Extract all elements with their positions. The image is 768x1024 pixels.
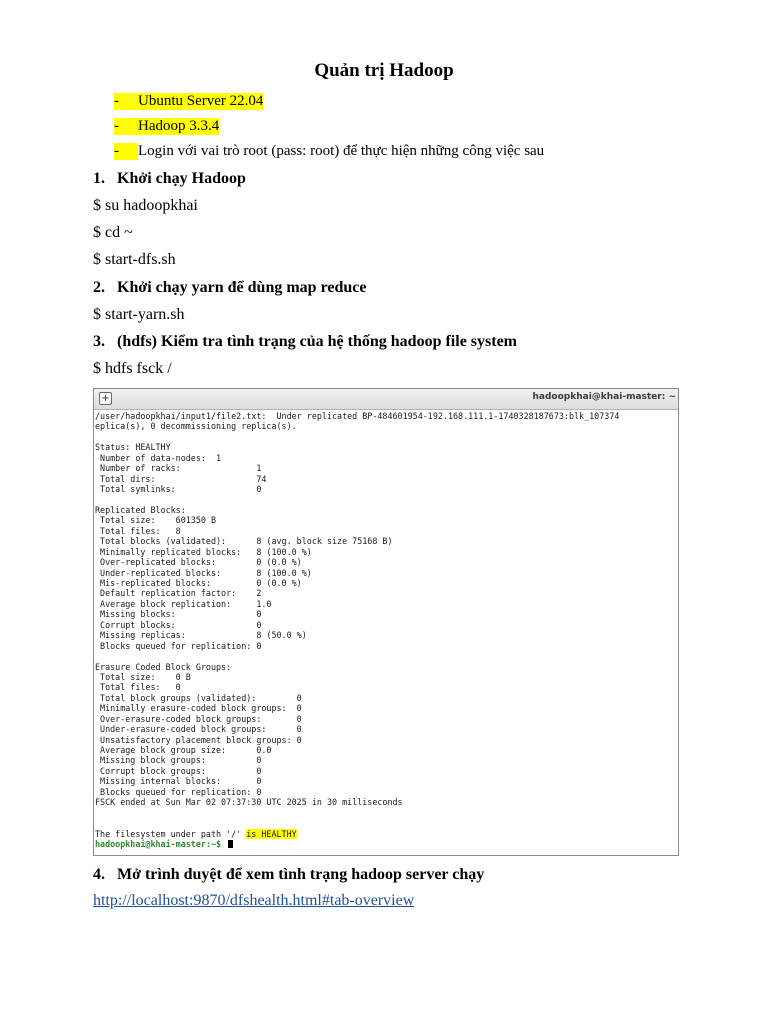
terminal-line: Total size: 0 B bbox=[95, 671, 191, 682]
section-heading bbox=[93, 866, 484, 884]
terminal-line: Under-replicated blocks: 8 (100.0 %) bbox=[95, 567, 312, 578]
terminal-line: Missing blocks: 0 bbox=[95, 609, 262, 620]
section-title: Khởi chạy yarn để dùng map reduce bbox=[117, 279, 367, 296]
section-title: (hdfs) Kiểm tra tình trạng của hệ thống hadoop file system bbox=[117, 333, 518, 350]
terminal-window-title: hadoopkhai@khai-master: ~ bbox=[532, 392, 676, 402]
terminal-line: Under-erasure-coded block groups: 0 bbox=[95, 724, 302, 735]
terminal-titlebar bbox=[94, 389, 678, 410]
terminal-line: eplica(s), 0 decommissioning replica(s). bbox=[95, 421, 297, 432]
terminal-line: Average block group size: 0.0 bbox=[95, 745, 272, 755]
cursor-icon bbox=[228, 840, 233, 848]
terminal-line: Total size: 601350 B bbox=[95, 515, 217, 526]
command-line: $ start-yarn.sh bbox=[93, 306, 185, 323]
terminal-line: Unsatisfactory placement block groups: 0 bbox=[95, 734, 302, 745]
terminal-line: Total files: 8 bbox=[95, 525, 181, 536]
bullet-text: Login với vai trò root (pass: root) để thực hiện những công việc sau bbox=[138, 143, 545, 159]
bullet-item bbox=[114, 118, 219, 135]
terminal-line: Missing replicas: 8 (50.0 %) bbox=[95, 630, 307, 641]
terminal-line: /user/hadoopkhai/input1/file2.txt: Under replicated BP-484601954-192.168.111.1-1740328187673:blk_107374 bbox=[95, 411, 620, 421]
section-number: 4. bbox=[93, 866, 105, 883]
terminal-line: Total dirs: 74 bbox=[95, 473, 267, 484]
terminal-line: Total blocks (validated): 8 (avg. block size 75168 B) bbox=[95, 536, 393, 547]
section-number: 2. bbox=[93, 279, 105, 296]
terminal-screenshot bbox=[93, 388, 679, 856]
section-number: 3. bbox=[93, 333, 105, 350]
section-number: 1. bbox=[93, 170, 105, 187]
terminal-line: Number of data-nodes: 1 bbox=[95, 452, 222, 463]
terminal-line bbox=[95, 651, 678, 661]
terminal-line: Missing internal blocks: 0 bbox=[95, 776, 262, 787]
command-line: $ su hadoopkhai bbox=[93, 197, 198, 214]
terminal-line bbox=[95, 808, 678, 818]
terminal-line: Corrupt block groups: 0 bbox=[95, 765, 262, 776]
shell-prompt: hadoopkhai@khai-master bbox=[95, 838, 206, 849]
dfshealth-link[interactable]: http://localhost:9870/dfshealth.html#tab-overview bbox=[93, 892, 415, 909]
shell-prompt-tail: :~$ bbox=[205, 838, 227, 849]
terminal-prompt-line[interactable] bbox=[95, 839, 678, 849]
terminal-line bbox=[95, 495, 678, 505]
terminal-line: Corrupt blocks: 0 bbox=[95, 619, 262, 630]
terminal-line: Total block groups (validated): 0 bbox=[95, 692, 302, 703]
page-title: Quản trị Hadoop bbox=[314, 60, 454, 81]
healthy-prefix: The filesystem under path '/' bbox=[95, 828, 247, 839]
terminal-line: Minimally erasure-coded block groups: 0 bbox=[95, 703, 302, 714]
section-title: Khởi chạy Hadoop bbox=[117, 170, 246, 187]
terminal-line: Mis-replicated blocks: 0 (0.0 %) bbox=[95, 578, 302, 588]
terminal-line: Minimally replicated blocks: 8 (100.0 %) bbox=[95, 546, 312, 557]
terminal-line: Missing block groups: 0 bbox=[95, 755, 262, 766]
terminal-healthy-line bbox=[95, 829, 678, 839]
terminal-line: Replicated Blocks: bbox=[95, 504, 186, 515]
terminal-line: Total symlinks: 0 bbox=[95, 484, 262, 495]
terminal-line: Over-replicated blocks: 0 (0.0 %) bbox=[95, 557, 302, 568]
command-line: $ hdfs fsck / bbox=[93, 360, 172, 377]
bullet-item bbox=[114, 143, 544, 160]
command-line: $ cd ~ bbox=[93, 224, 133, 241]
bullet-text: Hadoop 3.3.4 bbox=[138, 118, 220, 134]
terminal-line: Default replication factor: 2 bbox=[95, 588, 262, 599]
terminal-output bbox=[94, 410, 678, 849]
terminal-line: Blocks queued for replication: 0 bbox=[95, 640, 262, 651]
terminal-line: Average block replication: 1.0 bbox=[95, 598, 272, 609]
section-heading bbox=[93, 170, 246, 188]
terminal-line: Number of racks: 1 bbox=[95, 463, 262, 474]
terminal-line: Over-erasure-coded block groups: 0 bbox=[95, 713, 302, 724]
section-title: Mở trình duyệt để xem tình trạng hadoop server chạy bbox=[117, 866, 485, 883]
section-heading bbox=[93, 333, 517, 351]
bullet-item bbox=[114, 93, 263, 110]
command-line: $ start-dfs.sh bbox=[93, 251, 176, 268]
terminal-line: Erasure Coded Block Groups: bbox=[95, 661, 232, 672]
bullet-dash: - bbox=[114, 118, 138, 135]
terminal-line: FSCK ended at Sun Mar 02 07:37:30 UTC 2025 in 30 milliseconds bbox=[95, 797, 403, 808]
terminal-line: Status: HEALTHY bbox=[95, 442, 171, 453]
new-tab-icon[interactable]: + bbox=[99, 392, 112, 405]
bullet-dash: - bbox=[114, 143, 138, 160]
terminal-line: Blocks queued for replication: 0 bbox=[95, 786, 262, 797]
terminal-line bbox=[95, 818, 678, 828]
section-heading bbox=[93, 279, 366, 297]
bullet-dash: - bbox=[114, 93, 138, 110]
bullet-text: Ubuntu Server 22.04 bbox=[138, 93, 264, 109]
terminal-line: Total files: 0 bbox=[95, 682, 181, 693]
healthy-status: is HEALTHY bbox=[246, 828, 297, 839]
terminal-line bbox=[95, 432, 678, 442]
